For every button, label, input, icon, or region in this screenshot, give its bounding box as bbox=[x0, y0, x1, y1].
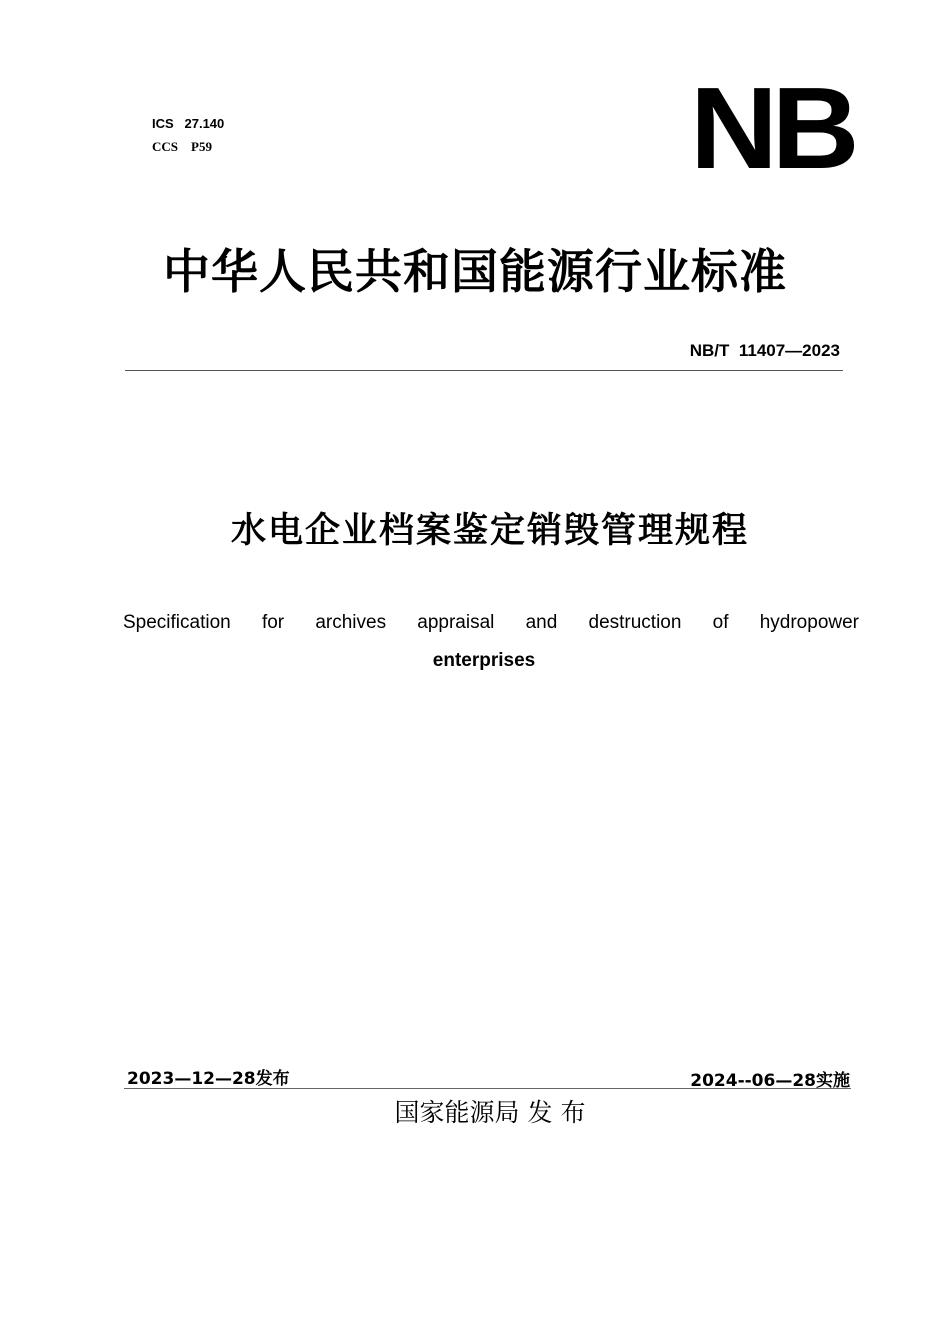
title-en-word: for bbox=[261, 612, 285, 633]
title-en-word: Specification bbox=[123, 612, 231, 633]
title-en-word: destruction bbox=[588, 612, 682, 633]
title-en-word: of bbox=[712, 612, 729, 633]
ccs-code: CCS P59 bbox=[152, 139, 212, 154]
standard-number: NB/T 11407—2023 bbox=[689, 341, 840, 360]
title-en-word: archives bbox=[315, 612, 387, 633]
header-divider bbox=[125, 370, 843, 371]
ics-code: ICS 27.140 bbox=[152, 116, 225, 131]
publish-date: 2023—12—28发布 bbox=[127, 1069, 290, 1089]
footer-divider bbox=[124, 1088, 851, 1089]
implement-date: 2024--06—28实施 bbox=[690, 1071, 850, 1091]
document-title-en-last: enterprises bbox=[432, 650, 536, 671]
title-en-word: and bbox=[525, 612, 558, 633]
document-title-en bbox=[123, 612, 859, 635]
title-en-word: appraisal bbox=[417, 612, 495, 633]
document-title-cn: 水电企业档案鉴定销毁管理规程 bbox=[230, 511, 749, 551]
nb-logo: NB bbox=[690, 63, 854, 193]
standard-title: 中华人民共和国能源行业标准 bbox=[163, 245, 787, 300]
title-en-word: hydropower bbox=[759, 612, 859, 633]
issuer: 国家能源局 发 布 bbox=[394, 1098, 586, 1127]
